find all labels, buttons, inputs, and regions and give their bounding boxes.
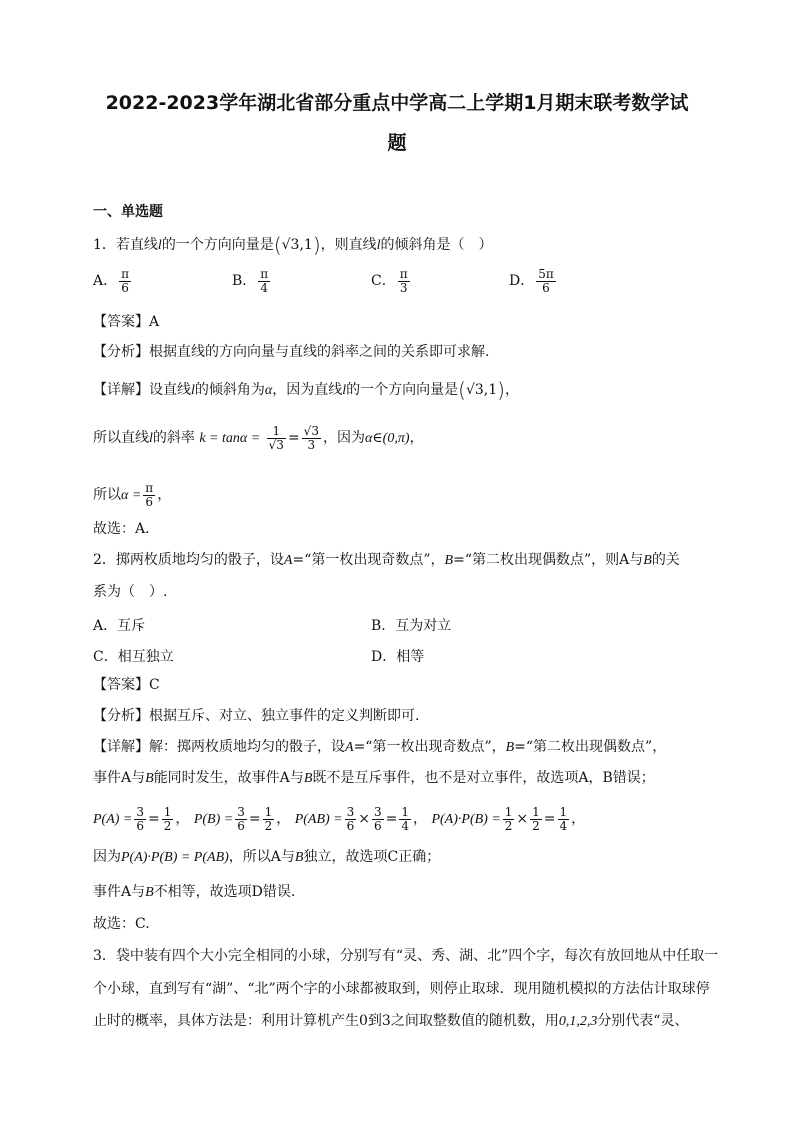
q1-option-c: C． $\frac{\pi}{3}$ [371,267,408,295]
q2-detail: 【详解】解：掷两枚质地均匀的骰子，设A=“第一枚出现奇数点”，B=“第二枚出现偶数点”， [93,739,667,755]
q2-analysis: 【分析】根据互斥、对立、独立事件的定义判断即可. [93,708,420,724]
q1-slope: 所以直线l的斜率 k = tanα = $\frac{1}{√3}$ = $\frac{√3}{3}$ ，因为α∈(0,π)， [93,424,424,452]
q2-answer: 【答案】C [93,677,160,693]
q1-conclusion: 所以α = $\frac{\pi}{6}$ ， [93,481,172,509]
q2-event-relation: 事件A与B能同时发生，故事件A与B既不是互斥事件，也不是对立事件，故选项A，B错误； [93,770,655,786]
page-title-line-2: 题 [387,132,407,154]
q2-option-a: A．互斥 [93,618,146,634]
q1-option-d: D． $\frac{5\pi}{6}$ [509,267,554,295]
q2-stem-line-2: 系为（ ）. [93,584,168,600]
q1-option-b: B． $\frac{\pi}{4}$ [232,267,269,295]
q2-option-c: C．相互独立 [93,649,174,665]
section-heading: 一、单选题 [93,204,163,220]
page-title-line-1: 2022-2023学年湖北省部分重点中学高二上学期1月期末联考数学试 [105,92,689,114]
q1-stem: 1．若直线l的一个方向向量是(√3,1)，则直线l的倾斜角是（ ） [93,233,493,257]
q1-answer: 【答案】A [93,314,160,330]
q1-detail: 【详解】设直线l的倾斜角为α，因为直线l的一个方向向量是(√3,1)， [93,378,519,402]
q3-line-3: 止时的概率，具体方法是：利用计算机产生0到3之间取整数值的随机数，用0,1,2,3分别代表“灵、 [93,1013,689,1029]
q1-choose: 故选：A． [93,521,160,537]
q2-probabilities: P(A) = $\frac{3}{6}$ = $\frac{1}{2}$ ， P(B) = $\frac{3}{6}$ = $\frac{1}{2}$ ， P(AB) = $\frac{3}{6}$ × $\frac{3}{6}$ = $\frac{1}{4}$ ， P(A)·P(B) = $\frac{1}{2}$ × $\frac{1}{2}$ = $\frac{1}{4}$ ， [93,805,586,833]
q2-option-b: B．互为对立 [371,618,452,634]
q2-choose: 故选：C. [93,916,150,932]
q3-line-2: 个小球，直到写有“湖”、“北”两个字的小球都被取到，则停止取球．现用随机模拟的方法估计取球停 [93,981,710,997]
q2-option-d: D．相等 [371,649,425,665]
q2-stem-line-1: 2．掷两枚质地均匀的骰子，设A=“第一枚出现奇数点”，B=“第二枚出现偶数点”，则A与B的关 [93,552,680,568]
q1-analysis: 【分析】根据直线的方向向量与直线的斜率之间的关系即可求解. [93,344,490,360]
q2-independence: 因为P(A)·P(B) = P(AB)，所以A与B独立，故选项C正确； [93,849,441,865]
q3-line-1: 3．袋中装有四个大小完全相同的小球，分别写有“灵、秀、湖、北”四个字，每次有放回地从中任取一 [93,948,719,964]
q2-not-equal: 事件A与B不相等，故选项D错误. [93,884,296,900]
q1-option-a: A． $\frac{\pi}{6}$ [93,267,130,295]
